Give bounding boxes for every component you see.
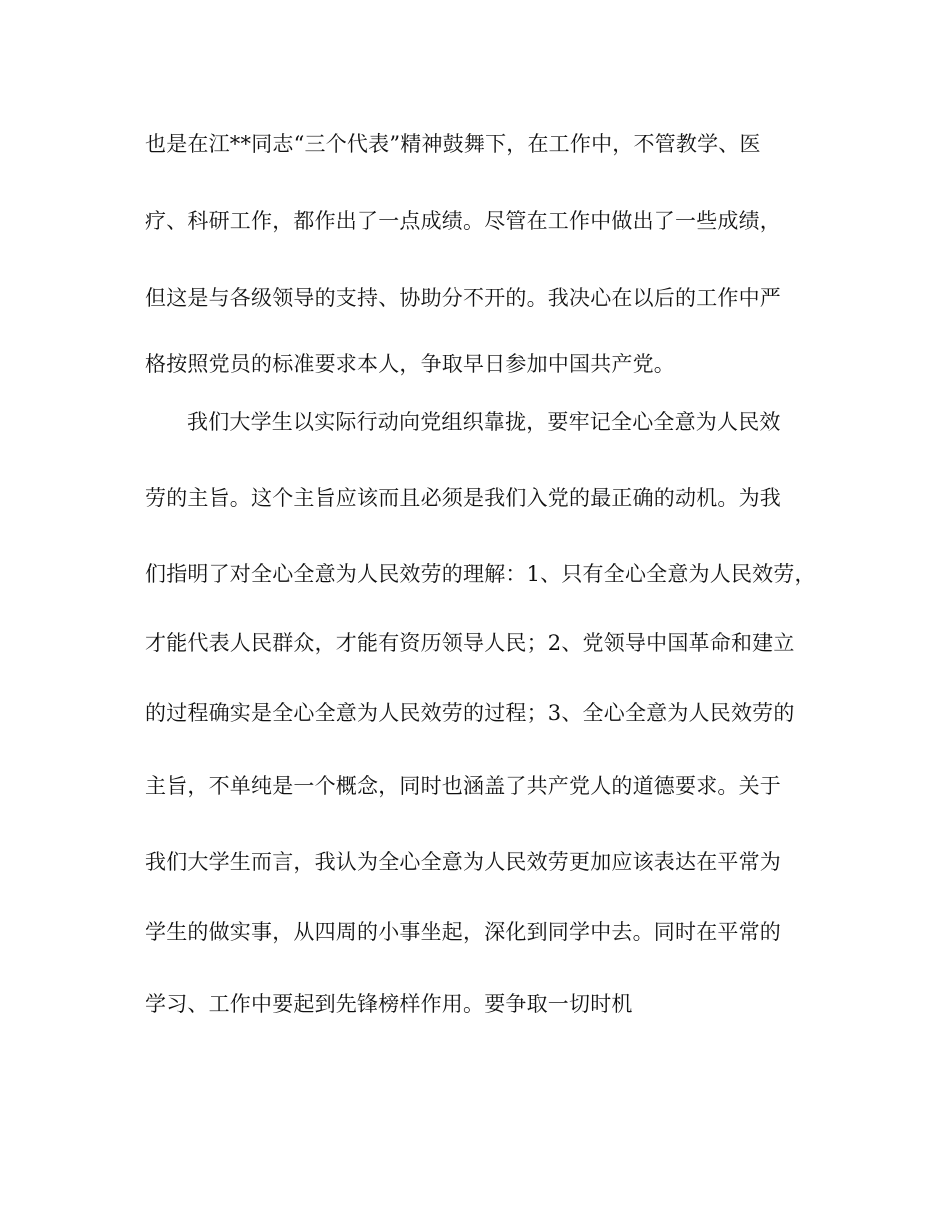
text-line-6: 劳的主旨。这个主旨应该而且必须是我们入党的最正确的动机。为我 bbox=[145, 486, 781, 510]
text-line-9: 的过程确实是全心全意为人民效劳的过程；3、全心全意为人民效劳的 bbox=[145, 701, 795, 725]
text-line-7: 们指明了对全心全意为人民效劳的理解：1、只有全心全意为人民效劳， bbox=[145, 562, 816, 586]
text-line-4: 格按照党员的标准要求本人，争取早日参加中国共产党。 bbox=[145, 352, 675, 376]
text-line-13: 学习、工作中要起到先锋榜样作用。要争取一切时机 bbox=[145, 992, 633, 1016]
text-line-2: 疗、科研工作，都作出了一点成绩。尽管在工作中做出了一些成绩， bbox=[145, 209, 781, 233]
text-line-11: 我们大学生而言，我认为全心全意为人民效劳更加应该表达在平常为 bbox=[145, 850, 781, 874]
text-line-1: 也是在江**同志“三个代表”精神鼓舞下，在工作中，不管教学、医 bbox=[145, 132, 761, 156]
text-line-3: 但这是与各级领导的支持、协助分不开的。我决心在以后的工作中严 bbox=[145, 286, 781, 310]
text-line-8: 才能代表人民群众，才能有资历领导人民；2、党领导中国革命和建立 bbox=[145, 631, 795, 655]
text-line-12: 学生的做实事，从四周的小事坐起，深化到同学中去。同时在平常的 bbox=[145, 920, 781, 944]
text-line-5: 我们大学生以实际行动向党组织靠拢，要牢记全心全意为人民效 bbox=[187, 410, 781, 434]
text-line-10: 主旨，不单纯是一个概念，同时也涵盖了共产党人的道德要求。关于 bbox=[145, 774, 781, 798]
